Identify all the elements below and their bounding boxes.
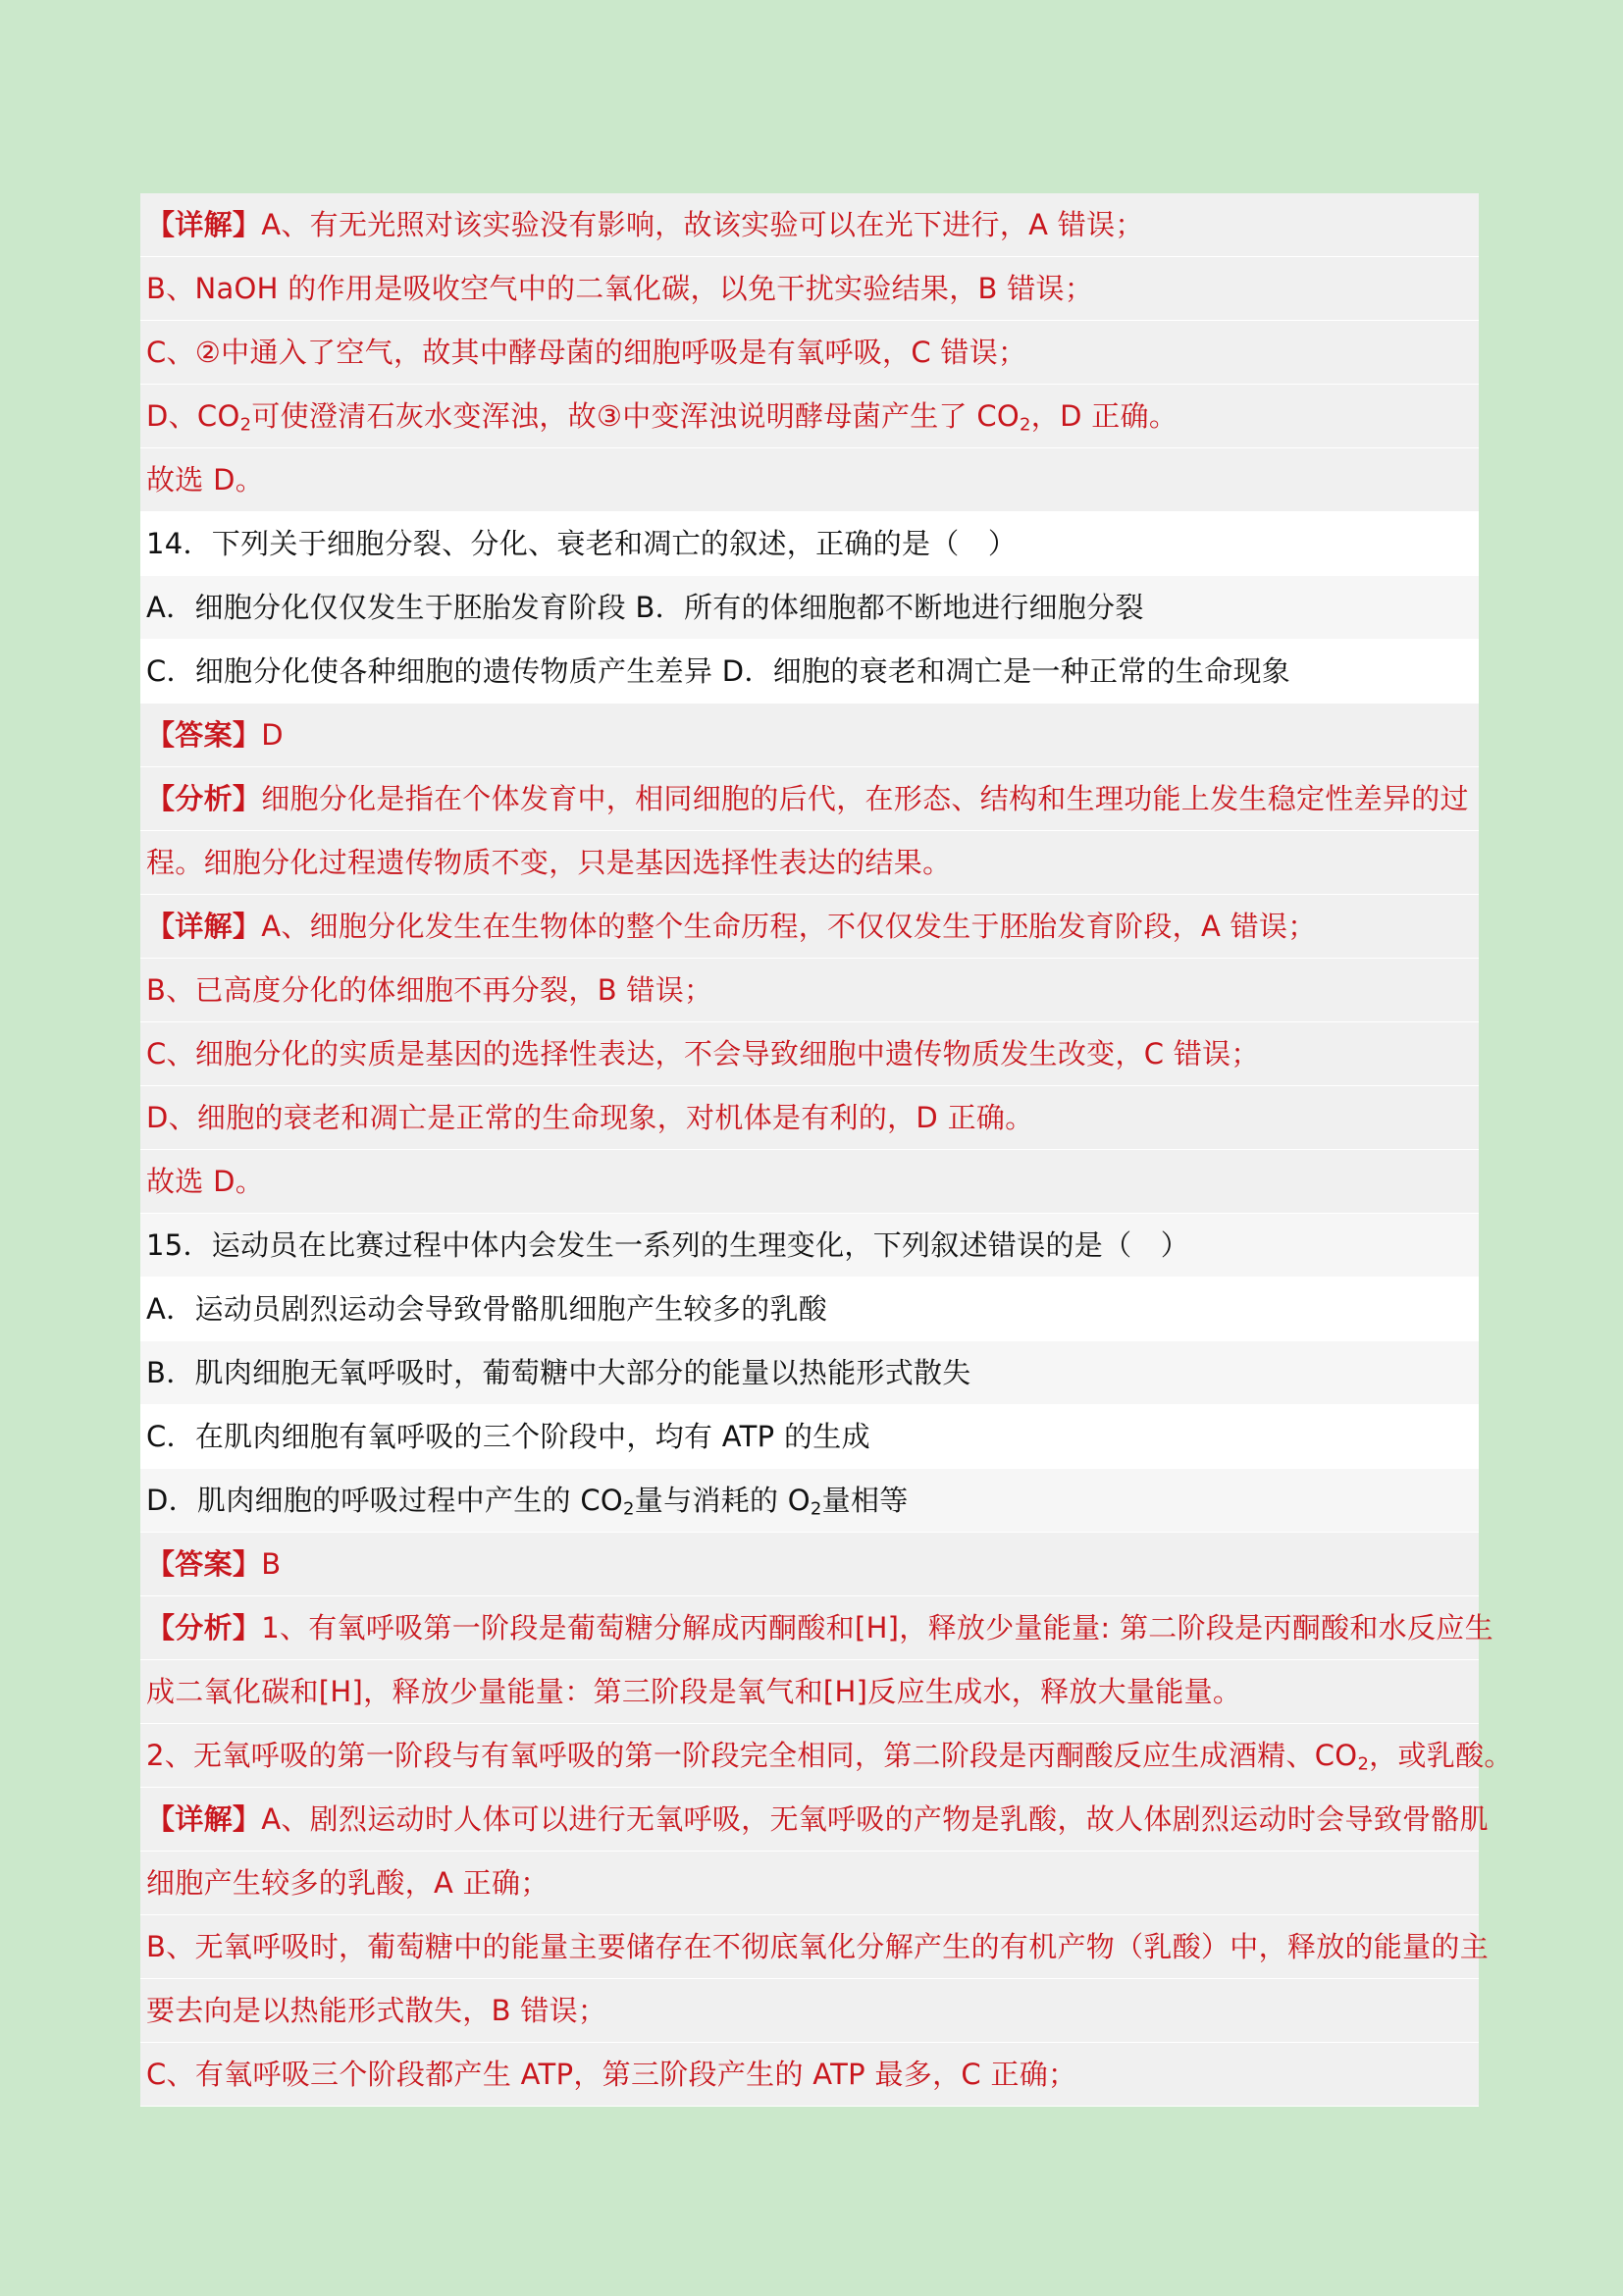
answer-line [140, 1852, 1479, 1914]
line-text: B [261, 1547, 282, 1581]
line-text: C．细胞分化使各种细胞的遗传物质产生差异 D．细胞的衰老和凋亡是一种正常的生命现象 [146, 654, 1291, 688]
answer-line [140, 1596, 1493, 1659]
line-text: B、已高度分化的体细胞不再分裂，B 错误； [146, 973, 713, 1007]
line-text: B．肌肉细胞无氧呼吸时，葡萄糖中大部分的能量以热能形式散失 [146, 1356, 971, 1389]
line-text: ，或乳酸。 [1369, 1739, 1513, 1772]
line-text: B、无氧呼吸时，葡萄糖中的能量主要储存在不彻底氧化分解产生的有机产物（乳酸）中，释放的能量的主 [146, 1930, 1489, 1963]
answer-line [140, 193, 1479, 256]
line-text: A．运动员剧烈运动会导致骨骼肌细胞产生较多的乳酸 [146, 1292, 828, 1326]
question-line [140, 1214, 1479, 1277]
answer-line [140, 1979, 1479, 2042]
answer-line [140, 895, 1479, 958]
line-text: ，D 正确。 [1030, 399, 1178, 433]
line-text: D [261, 718, 284, 752]
section-tag: 【分析】 [146, 782, 262, 815]
section-tag: 【分析】 [146, 1611, 262, 1644]
line-text: D．肌肉细胞的呼吸过程中产生的 CO [146, 1484, 624, 1517]
subscript: 2 [239, 414, 252, 436]
question-line [140, 512, 1479, 575]
question-line [140, 576, 1479, 639]
question-line [140, 640, 1479, 703]
line-text: A、细胞分化发生在生物体的整个生命历程，不仅仅发生于胚胎发育阶段，A 错误； [261, 910, 1317, 943]
answer-line [140, 1086, 1479, 1149]
question-line [140, 1469, 1479, 1532]
line-text: 14．下列关于细胞分裂、分化、衰老和凋亡的叙述，正确的是（ ） [146, 527, 1018, 560]
line-text: 细胞分化是指在个体发育中，相同细胞的后代，在形态、结构和生理功能上发生稳定性差异的过 [261, 782, 1469, 815]
answer-line [140, 448, 1479, 511]
question-line [140, 1405, 1479, 1468]
answer-line [140, 704, 1479, 766]
line-text: 量与消耗的 O [634, 1484, 811, 1517]
answer-line [140, 1533, 1479, 1595]
line-text: 成二氧化碳和[H]，释放少量能量：第三阶段是氧气和[H]反应生成水，释放大量能量。 [146, 1675, 1242, 1708]
section-tag: 【答案】 [146, 1547, 262, 1581]
line-text: 2、无氧呼吸的第一阶段与有氧呼吸的第一阶段完全相同，第二阶段是丙酮酸反应生成酒精、CO [146, 1739, 1358, 1772]
line-text: A．细胞分化仅仅发生于胚胎发育阶段 B．所有的体细胞都不断地进行细胞分裂 [146, 591, 1144, 624]
line-text: A、剧烈运动时人体可以进行无氧呼吸，无氧呼吸的产物是乳酸，故人体剧烈运动时会导致骨骼肌 [261, 1802, 1489, 1836]
subscript: 2 [1020, 414, 1031, 436]
answer-line [140, 767, 1479, 830]
answer-line [140, 959, 1479, 1021]
document-page [140, 193, 1513, 2107]
answer-line [140, 831, 1479, 894]
line-text: C．在肌肉细胞有氧呼吸的三个阶段中，均有 ATP 的生成 [146, 1420, 870, 1453]
answer-line [140, 1150, 1479, 1213]
answer-line [140, 385, 1479, 447]
section-tag: 【详解】 [146, 1802, 262, 1836]
section-tag: 【详解】 [146, 910, 262, 943]
line-text: 程。细胞分化过程遗传物质不变，只是基因选择性表达的结果。 [146, 846, 952, 879]
line-text: 要去向是以热能形式散失，B 错误； [146, 1994, 607, 2027]
line-text: C、细胞分化的实质是基因的选择性表达，不会导致细胞中遗传物质发生改变，C 错误； [146, 1037, 1260, 1070]
line-text: A、有无光照对该实验没有影响，故该实验可以在光下进行，A 错误； [261, 208, 1144, 241]
line-text: C、②中通入了空气，故其中酵母菌的细胞呼吸是有氧呼吸，C 错误； [146, 336, 1027, 369]
section-tag: 【详解】 [146, 208, 262, 241]
section-tag: 【答案】 [146, 718, 262, 752]
line-text: 故选 D。 [146, 463, 265, 496]
question-line [140, 1341, 1479, 1404]
line-text: 可使澄清石灰水变浑浊，故③中变浑浊说明酵母菌产生了 CO [251, 399, 1021, 433]
answer-line [140, 1660, 1479, 1723]
line-text: 1、有氧呼吸第一阶段是葡萄糖分解成丙酮酸和[H]，释放少量能量: 第二阶段是丙酮酸和水反应生 [261, 1611, 1493, 1644]
question-line [140, 1278, 1479, 1340]
answer-line [140, 257, 1479, 320]
subscript: 2 [810, 1498, 822, 1520]
subscript: 2 [623, 1498, 635, 1520]
answer-line [140, 1022, 1479, 1085]
line-text: 15．运动员在比赛过程中体内会发生一系列的生理变化，下列叙述错误的是（ ） [146, 1228, 1190, 1262]
line-text: 量相等 [821, 1484, 909, 1517]
line-text: D、CO [146, 399, 240, 433]
subscript: 2 [1357, 1753, 1370, 1775]
line-text: B、NaOH 的作用是吸收空气中的二氧化碳，以免干扰实验结果，B 错误； [146, 272, 1094, 305]
answer-line [140, 2043, 1479, 2106]
answer-line [140, 1724, 1513, 1787]
line-text: D、细胞的衰老和凋亡是正常的生命现象，对机体是有利的，D 正确。 [146, 1101, 1034, 1134]
answer-line [140, 1915, 1489, 1978]
answer-line [140, 321, 1479, 384]
answer-line [140, 1788, 1489, 1851]
line-text: 细胞产生较多的乳酸，A 正确； [146, 1866, 550, 1900]
line-text: C、有氧呼吸三个阶段都产生 ATP，第三阶段产生的 ATP 最多，C 正确； [146, 2058, 1077, 2091]
line-text: 故选 D。 [146, 1165, 265, 1198]
